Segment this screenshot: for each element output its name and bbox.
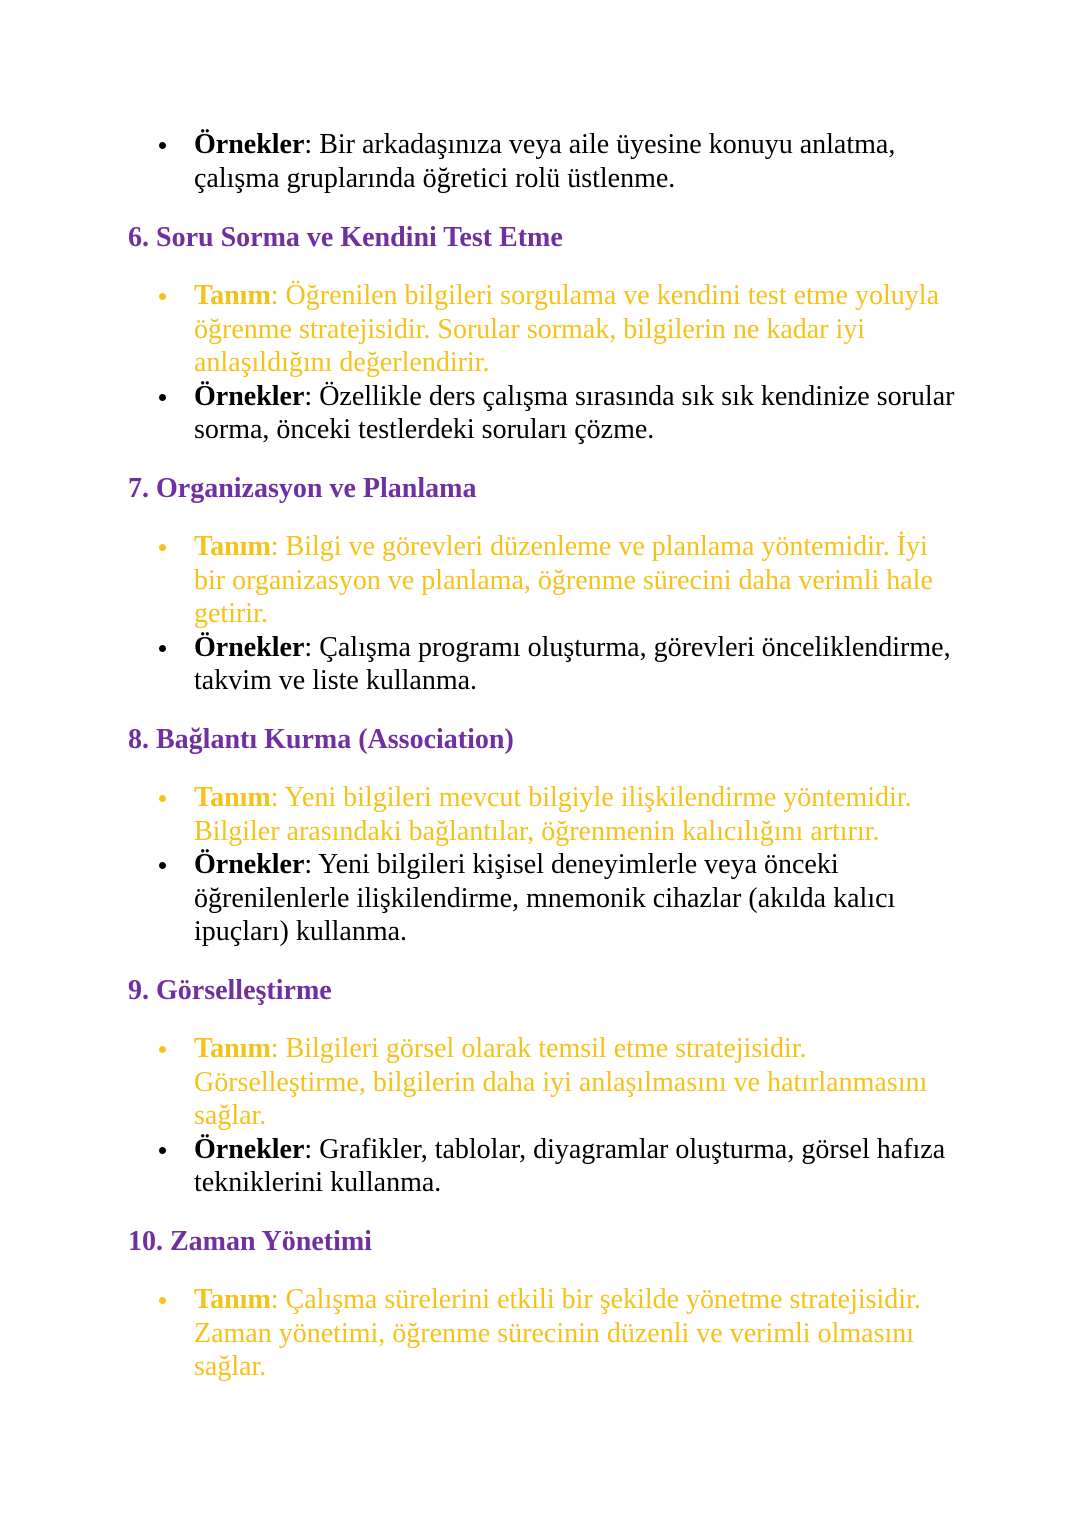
example-label: Örnekler	[194, 380, 305, 412]
definition-label: Tanım	[194, 531, 271, 562]
definition-label: Tanım	[194, 1284, 271, 1315]
definition-item	[0, 1032, 1080, 1133]
example-item	[0, 848, 1080, 949]
bullet-dot-icon	[159, 544, 166, 551]
definition-text: : Yeni bilgileri mevcut bilgiyle ilişkilendirme yöntemidir. Bilgiler arasındaki bağlantılar, öğrenmenin kalıcılığını artırır.	[194, 782, 912, 847]
example-text: : Özellikle ders çalışma sırasında sık sık kendinize sorular sorma, önceki testlerdeki soruları çözme.	[194, 380, 955, 445]
example-text: : Çalışma programı oluşturma, görevleri önceliklendirme, takvim ve liste kullanma.	[194, 631, 951, 696]
example-label: Örnekler	[194, 849, 305, 880]
example-text: : Bir arkadaşınıza veya aile üyesine konuyu anlatma, çalışma gruplarında öğretici rolü üstlenme.	[194, 129, 896, 194]
bullet-dot-icon	[159, 862, 166, 869]
definition-label: Tanım	[194, 1033, 271, 1064]
bullet-dot-icon	[159, 1297, 166, 1304]
section-8-bullet-list	[0, 781, 1080, 949]
section-heading-10: 10. Zaman Yönetimi	[128, 1226, 372, 1257]
definition-item	[0, 530, 1080, 631]
example-item	[0, 1133, 1080, 1200]
definition-label: Tanım	[194, 280, 271, 311]
definition-label: Tanım	[194, 782, 271, 813]
example-item	[0, 631, 1080, 698]
example-text: : Grafikler, tablolar, diyagramlar oluşturma, görsel hafıza tekniklerini kullanma.	[194, 1133, 946, 1198]
definition-text: : Çalışma sürelerini etkili bir şekilde yönetme stratejisidir. Zaman yönetimi, öğrenme sürecinin düzenli ve verimli olmasını sağlar.	[194, 1284, 921, 1382]
bullet-dot-icon	[159, 142, 166, 149]
example-label: Örnekler	[194, 129, 305, 160]
definition-text: : Öğrenilen bilgileri sorgulama ve kendini test etme yoluyla öğrenme stratejisidir. Sorular sormak, bilgilerin ne kadar iyi anlaşıldığını değerlendirir.	[194, 280, 939, 378]
intro-bullet-list	[0, 128, 1080, 195]
example-text: : Yeni bilgileri kişisel deneyimlerle veya önceki öğrenilenlerle ilişkilendirme, mnemonik cihazlar (akılda kalıcı ipuçları) kullanma.	[194, 849, 896, 947]
section-10-bullet-list	[0, 1283, 1080, 1384]
definition-item	[0, 1283, 1080, 1384]
definition-item	[0, 781, 1080, 848]
bullet-dot-icon	[159, 645, 166, 652]
section-heading-8: 8. Bağlantı Kurma (Association)	[128, 724, 514, 755]
bullet-dot-icon	[159, 795, 166, 802]
bullet-dot-icon	[159, 1147, 166, 1154]
section-heading-7: 7. Organizasyon ve Planlama	[128, 473, 477, 504]
bullet-dot-icon	[159, 394, 166, 401]
example-item	[0, 380, 1080, 447]
section-6-bullet-list	[0, 279, 1080, 447]
intro-example-item	[0, 128, 1080, 195]
bullet-dot-icon	[159, 293, 166, 300]
section-heading-9: 9. Görselleştirme	[128, 975, 332, 1006]
definition-text: : Bilgileri görsel olarak temsil etme stratejisidir. Görselleştirme, bilgilerin daha iyi anlaşılmasını ve hatırlanmasını sağlar.	[194, 1033, 928, 1131]
bullet-dot-icon	[159, 1046, 166, 1053]
definition-item	[0, 279, 1080, 380]
example-label: Örnekler	[194, 631, 305, 663]
section-7-bullet-list	[0, 530, 1080, 698]
section-heading-6: 6. Soru Sorma ve Kendini Test Etme	[128, 222, 563, 253]
definition-text: : Bilgi ve görevleri düzenleme ve planlama yöntemidir. İyi bir organizasyon ve planlama, öğrenme sürecini daha verimli hale getirir.	[194, 531, 933, 629]
section-9-bullet-list	[0, 1032, 1080, 1200]
example-label: Örnekler	[194, 1133, 305, 1165]
